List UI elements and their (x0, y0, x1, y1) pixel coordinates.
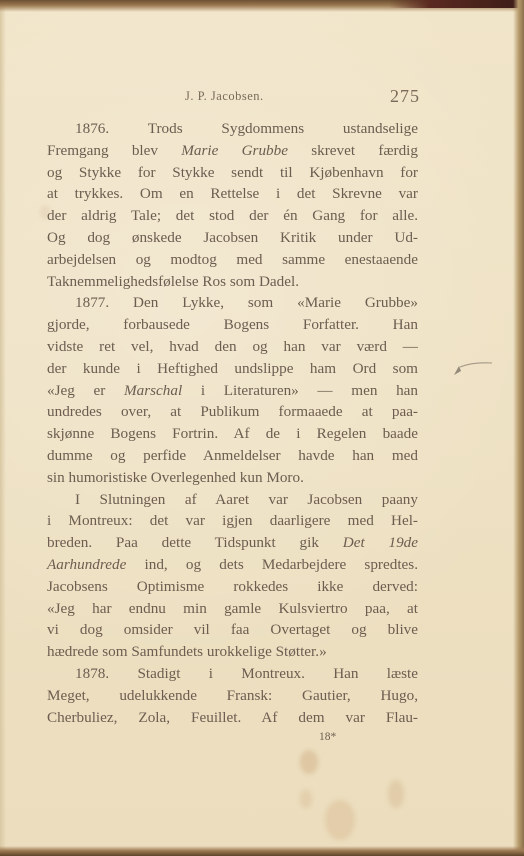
text-segment: i Montreux: det var igjen daarligere med Hel- (47, 512, 418, 530)
text-segment: vidste ret vel, hvad den og han var værd — (47, 337, 418, 355)
foxing-stain (300, 790, 312, 808)
text-segment: Meget, udelukkende Fransk: Gautier, Hugo, (47, 686, 418, 704)
text-line (47, 183, 418, 205)
text-line (47, 140, 418, 162)
text-segment: Fremgang blev (47, 141, 182, 159)
italic-title: Det 19de (342, 534, 418, 552)
foxing-stain (300, 750, 318, 774)
text-line (47, 423, 418, 445)
text-line (47, 554, 418, 576)
text-line (47, 598, 418, 620)
text-line (47, 314, 418, 336)
margin-pencil-mark (452, 357, 494, 379)
running-head: J. P. Jacobsen. (185, 89, 264, 103)
binding-cover-edge (389, 0, 524, 8)
text-line (47, 641, 418, 663)
foxing-stain (325, 800, 355, 840)
text-line (47, 445, 418, 467)
text-segment: og Stykke for Stykke sendt til Kjøbenhavn for (47, 163, 418, 181)
text-line (47, 227, 418, 249)
text-segment: Cherbuliez, Zola, Feuillet. Af dem var Flau- (47, 708, 418, 726)
text-segment: der aldrig Tale; det stod der én Gang for alle. (47, 207, 418, 225)
text-segment: skjønne Bogens Fortrin. Af de i Regelen baade (47, 425, 418, 443)
printer-signature-mark: 18* (319, 731, 337, 743)
text-segment: 1877. Den Lykke, som «Marie Grubbe» (75, 294, 418, 312)
text-segment: «Jeg er (47, 381, 124, 399)
text-segment: skrevet færdig (287, 141, 418, 159)
text-segment: Taknemmelighedsfølelse Ros som Dadel. (47, 272, 300, 290)
text-segment: «Jeg har endnu min gamle Kulsviertro paa, at (47, 599, 418, 617)
italic-title: Marie Grubbe (181, 141, 288, 159)
text-segment: arbejdelsen og modtog med samme enestaaende (47, 250, 418, 268)
text-line (47, 707, 418, 729)
text-segment: i Literaturen» — men han (182, 381, 418, 399)
text-segment: at trykkes. Om en Rettelse i det Skrevne var (47, 185, 418, 203)
page-bottom-edge (0, 846, 524, 856)
text-line (47, 467, 418, 489)
text-line (47, 358, 418, 380)
text-segment: undredes over, at Publikum formaaede at paa- (47, 403, 418, 421)
text-segment: ind, og dets Medarbejdere spredtes. (126, 555, 418, 573)
text-line (47, 401, 418, 423)
text-line (47, 292, 418, 314)
text-segment: vi dog omsider vil faa Overtaget og blive (47, 621, 418, 639)
text-line (47, 685, 418, 707)
text-segment: der kunde i Heftighed undslippe ham Ord som (47, 359, 418, 377)
body-text (47, 118, 418, 728)
text-segment: 1876. Trods Sygdommens ustandselige (75, 120, 418, 137)
text-segment: Og dog ønskede Jacobsen Kritik under Ud- (47, 228, 418, 246)
page-left-edge (0, 0, 6, 856)
text-line (47, 510, 418, 532)
text-line (47, 205, 418, 227)
text-line (47, 118, 418, 140)
text-line (47, 249, 418, 271)
text-line (47, 271, 418, 293)
text-segment: I Slutningen af Aaret var Jacobsen paany (75, 490, 418, 508)
text-segment: sin humoristiske Overlegenhed kun Moro. (47, 468, 304, 486)
text-segment: 1878. Stadigt i Montreux. Han læste (75, 664, 418, 682)
text-line (47, 380, 418, 402)
text-line (47, 489, 418, 511)
page-right-edge (513, 0, 524, 856)
text-line (47, 336, 418, 358)
text-line (47, 532, 418, 554)
text-segment: gjorde, forbausede Bogens Forfatter. Han (47, 316, 418, 334)
text-line (47, 576, 418, 598)
text-segment: breden. Paa dette Tidspunkt gik (47, 534, 343, 552)
italic-title: Marschal (123, 381, 183, 399)
text-line (47, 619, 418, 641)
foxing-stain (388, 780, 404, 808)
page-number: 275 (390, 86, 420, 106)
text-line (47, 663, 418, 685)
text-segment: hædrede som Samfundets urokkelige Støtter.» (47, 643, 327, 661)
text-line (47, 162, 418, 184)
text-segment: Jacobsens Optimisme rokkedes ikke derved: (47, 577, 418, 595)
text-segment: dumme og perfide Anmeldelser havde han med (47, 446, 418, 464)
italic-title: Aarhundrede (47, 555, 127, 573)
